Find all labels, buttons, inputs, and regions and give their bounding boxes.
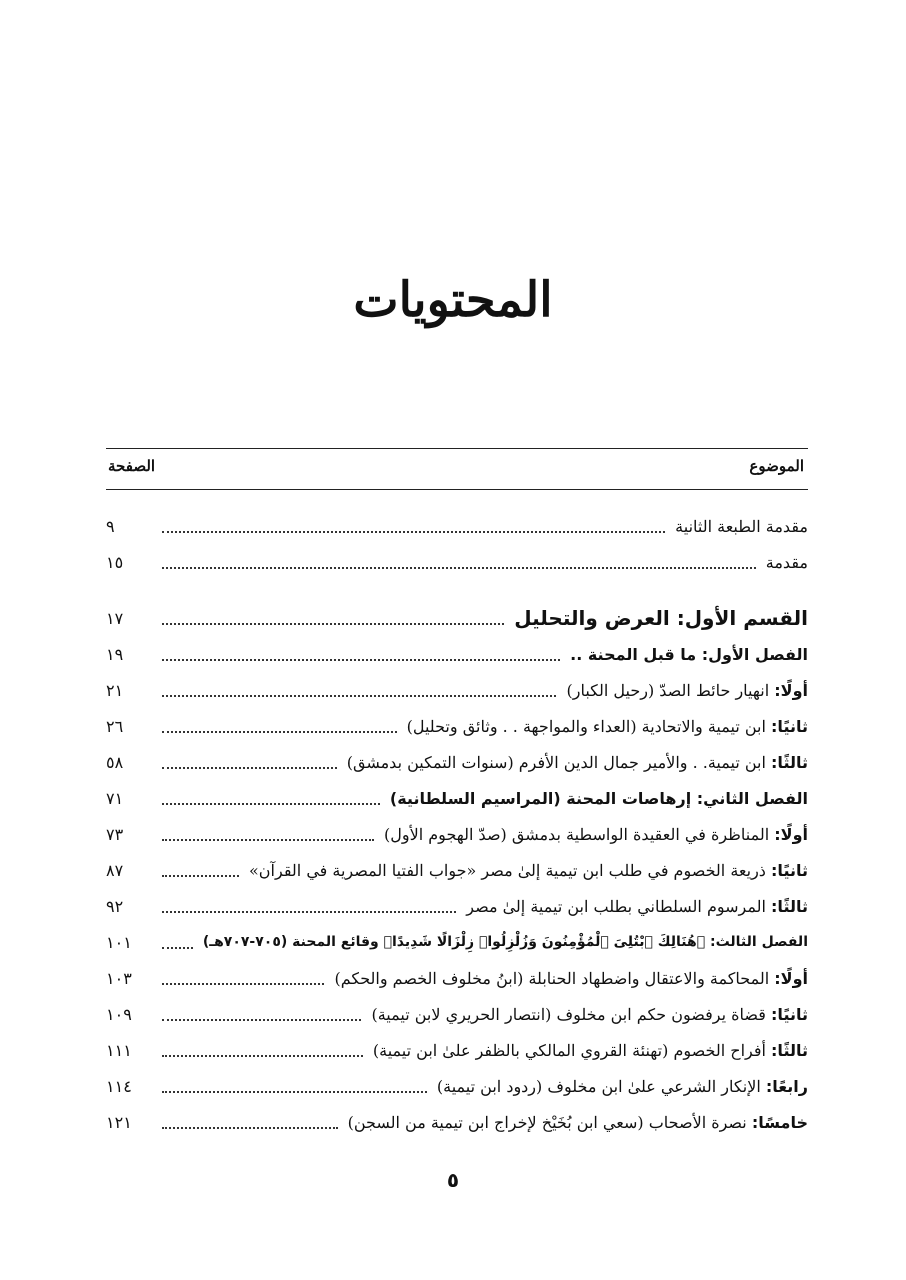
leader-dots [162, 895, 456, 913]
leader-dots [162, 715, 397, 733]
leader-dots [162, 751, 337, 769]
toc-entry-title: مقدمة الطبعة الثانية [675, 516, 808, 536]
toc-entry [106, 672, 808, 708]
toc-entry-title [380, 825, 808, 844]
toc-entry-title [462, 897, 808, 916]
toc-entry-page: ٥٨ [106, 752, 124, 772]
toc-entry-title [245, 861, 808, 880]
toc-entry-chapter-three [106, 924, 808, 960]
toc-entry-title [562, 681, 808, 700]
topic-column-label: الموضوع [749, 457, 804, 475]
toc-entry-title [369, 1041, 808, 1060]
leader-dots [162, 787, 380, 805]
toc-entry-text: الإنكار الشرعي علىٰ ابن مخلوف (ردود ابن تيمية) [436, 1076, 761, 1096]
toc-entry-page: ٩ [106, 516, 115, 536]
toc-entry-page: ١٥ [106, 552, 124, 572]
toc-entry-title: الفصل الثالث: ﴿هُنَالِكَ ٱبْتُلِىَ ٱلْمُؤْمِنُونَ وَزُلْزِلُوا۟ زِلْزَالًا شَدِيدًا﴾ وقائع المحنة (٧٠٥-٧٠٧هـ) [202, 934, 808, 950]
toc-entry-lead: ثالثًا: [771, 1040, 808, 1060]
toc-entry-lead: خامسًا: [751, 1112, 808, 1132]
leader-dots [162, 859, 239, 877]
toc-header [106, 448, 808, 490]
toc-entry-title [403, 717, 808, 736]
toc-entry-text: المرسوم السلطاني بطلب ابن تيمية إلىٰ مصر [466, 896, 766, 916]
toc-entry-page: ١٠٣ [106, 968, 132, 988]
toc-entry-lead: ثانيًا: [771, 860, 808, 880]
toc-entry-page: ١٩ [106, 644, 124, 664]
leader-dots [162, 823, 374, 841]
toc-entry-title [433, 1077, 808, 1096]
leader-dots [162, 931, 193, 949]
leader-dots [162, 679, 556, 697]
leader-dots [162, 643, 560, 661]
toc-entry-page: ١٢١ [106, 1112, 132, 1132]
toc-entry-title [343, 753, 808, 772]
toc-entry-text: نصرة الأصحاب (سعي ابن بُخَيْخ لإخراج ابن تيمية من السجن) [347, 1112, 747, 1132]
leader-dots [162, 1075, 427, 1093]
leader-dots [162, 515, 665, 533]
leader-dots [162, 1039, 363, 1057]
toc-entry-text: أفراح الخصوم (تهنئة القروي المالكي بالظفر علىٰ ابن تيمية) [372, 1040, 766, 1060]
toc-entry [106, 744, 808, 780]
toc-entry-page: ٢١ [106, 680, 124, 700]
page-title: المحتويات [353, 272, 553, 328]
toc-entry [106, 960, 808, 996]
toc-entry-chapter-one [106, 636, 808, 672]
toc-entry-lead: ثانيًا: [771, 1004, 808, 1024]
toc-entry-text: ابن تيمية. . والأمير جمال الدين الأفرم (سنوات التمكين بدمشق) [346, 752, 766, 772]
toc-entry-page: ٧٣ [106, 824, 124, 844]
page-number: ٥ [446, 1168, 460, 1192]
leader-dots [162, 967, 324, 985]
toc-entry-text: قضاة يرفضون حكم ابن مخلوف (انتصار الحريري لابن تيمية) [371, 1004, 766, 1024]
leader-dots [162, 551, 756, 569]
leader-dots [162, 607, 504, 625]
toc-entry-lead: أولًا: [774, 680, 808, 700]
toc-entry-preface-second-edition [106, 508, 808, 544]
toc-entry-lead: أولًا: [774, 968, 808, 988]
toc-entry-page: ٢٦ [106, 716, 124, 736]
toc-entry-part-one [106, 600, 808, 636]
toc-entry-title [367, 1005, 808, 1024]
toc-list [106, 508, 808, 1140]
page-column-label: الصفحة [108, 457, 156, 475]
toc-entry [106, 852, 808, 888]
toc-entry [106, 708, 808, 744]
leader-dots [162, 1111, 338, 1129]
toc-entry-page: ١١٤ [106, 1076, 132, 1096]
toc-entry-title: الفصل الأول: ما قبل المحنة .. [570, 644, 808, 664]
toc-entry-title: مقدمة [765, 552, 808, 572]
toc-entry [106, 1068, 808, 1104]
toc-entry-lead: ثانيًا: [771, 716, 808, 736]
toc-entry-text: المناظرة في العقيدة الواسطية بدمشق (صدّ الهجوم الأول) [384, 824, 770, 844]
toc-entry-page: ١٧ [106, 608, 124, 628]
toc-entry-text: انهيار حائط الصدّ (رحيل الكبار) [566, 680, 770, 700]
toc-entry-lead: ثالثًا: [771, 896, 808, 916]
toc-entry [106, 996, 808, 1032]
toc-entry-lead: أولًا: [774, 824, 808, 844]
toc-entry-title [330, 969, 808, 988]
toc-entry-preface [106, 544, 808, 580]
toc-entry-page: ١٠٩ [106, 1004, 132, 1024]
toc-entry-page: ١٠١ [106, 932, 132, 952]
toc-entry-title: الفصل الثاني: إرهاصات المحنة (المراسيم السلطانية) [389, 788, 808, 808]
toc-entry-page: ١١١ [106, 1040, 132, 1060]
toc-entry [106, 888, 808, 924]
toc-entry-text: ابن تيمية والاتحادية (العداء والمواجهة . . وثائق وتحليل) [406, 716, 766, 736]
toc-entry-page: ٨٧ [106, 860, 124, 880]
toc-entry-page: ٧١ [106, 788, 124, 808]
toc-entry-text: المحاكمة والاعتقال واضطهاد الحنابلة (ابنُ مخلوف الخصم والحكم) [334, 968, 770, 988]
toc-entry-lead: ثالثًا: [771, 752, 808, 772]
toc-entry-chapter-two [106, 780, 808, 816]
toc-entry-lead: رابعًا: [765, 1076, 808, 1096]
toc-entry [106, 816, 808, 852]
toc-entry-title: القسم الأول: العرض والتحليل [514, 606, 808, 630]
toc-entry [106, 1032, 808, 1068]
toc-entry [106, 1104, 808, 1140]
toc-entry-title [344, 1113, 808, 1132]
leader-dots [162, 1003, 361, 1021]
toc-entry-page: ٩٢ [106, 896, 124, 916]
toc-entry-text: ذريعة الخصوم في طلب ابن تيمية إلىٰ مصر «جواب الفتيا المصرية في القرآن» [249, 860, 766, 880]
